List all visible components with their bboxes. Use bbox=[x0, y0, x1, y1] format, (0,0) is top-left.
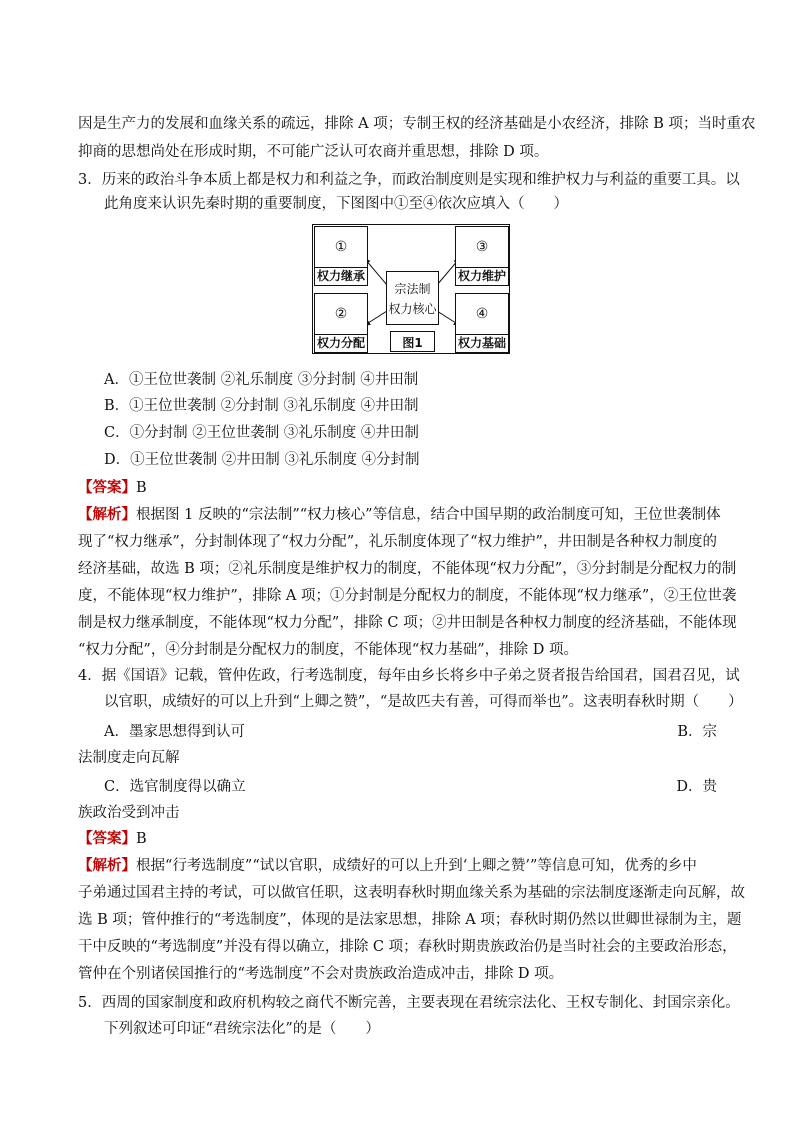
q3-analysis-line-3: 经济基础，故选 B 项；②礼乐制度是维护权力的制度，不能体现“权力分配”，③分封制是分配权力的制 bbox=[78, 561, 737, 577]
q5-stem-line-1: 5．西周的国家制度和政府机构较之商代不断完善，主要表现在君统宗法化、王权专制化、封国宗亲化。 bbox=[78, 995, 740, 1011]
box-2-number: ② bbox=[334, 306, 348, 322]
q4-option-a: A．墨家思想得到认可 bbox=[104, 724, 245, 740]
diagram-box-3 bbox=[455, 226, 509, 286]
answer-value: B bbox=[136, 831, 147, 847]
q4-option-d-head: D．贵 bbox=[676, 779, 717, 795]
analysis-tag: 【解析】 bbox=[78, 857, 136, 874]
analysis-text: 根据“行考选制度”“试以官职，成绩好的可以上升到‘上卿之赞’”等信息可知，优秀的乡中 bbox=[136, 858, 697, 874]
center-top-text: 宗法制 bbox=[394, 282, 431, 296]
q3-analysis-line-1 bbox=[78, 505, 721, 525]
q3-analysis-line-5: 制是权力继承制度，不能体现“权力分配”，排除 C 项；②井田制是各种权力制度的经济基础，不能体现 bbox=[78, 615, 737, 631]
q4-analysis-line-5: 管仲在个别诸侯国推行的“考选制度”不会对贵族政治造成冲击，排除 D 项。 bbox=[78, 966, 564, 982]
q5-stem-line-2: 下列叙述可印证“君统宗法化”的是（ ） bbox=[104, 1021, 380, 1037]
box-4-number: ④ bbox=[475, 306, 489, 322]
diagram-box-1 bbox=[314, 226, 368, 286]
answer-tag: 【答案】 bbox=[78, 479, 136, 496]
q4-option-d-tail: 族政治受到冲击 bbox=[78, 805, 180, 821]
q3-analysis-line-2: 现了“权力继承”，分封制体现了“权力分配”，礼乐制度体现了“权力维护”，井田制是各种权力制度的 bbox=[78, 534, 717, 550]
answer-tag: 【答案】 bbox=[78, 830, 136, 847]
q4-analysis-line-1 bbox=[78, 856, 697, 876]
center-bottom-text: 权力核心 bbox=[388, 302, 437, 316]
q4-analysis-line-4: 干中反映的“考选制度”并没有得以确立，排除 C 项；春秋时期贵族政治仍是当时社会的主要政治形态， bbox=[78, 939, 737, 955]
q4-option-b-tail: 法制度走向瓦解 bbox=[78, 750, 180, 766]
box-1-number: ① bbox=[334, 239, 348, 255]
intro-line-1: 因是生产力的发展和血缘关系的疏远，排除 A 项；专制王权的经济基础是小农经济，排除 B 项；当时重农 bbox=[78, 116, 756, 132]
q3-stem-line-1: 3．历来的政治斗争本质上都是权力和利益之争，而政治制度则是实现和维护权力与利益的重要工具。以 bbox=[78, 172, 740, 188]
q4-option-b-head: B．宗 bbox=[677, 724, 717, 740]
q4-analysis-line-3: 选 B 项；管仲推行的“考选制度”，体现的是法家思想，排除 A 项；春秋时期仍然以世卿世禄制为主，题 bbox=[78, 912, 742, 928]
q3-diagram bbox=[312, 224, 510, 354]
q3-answer bbox=[78, 478, 147, 498]
q4-analysis-line-2: 子弟通过国君主持的考试，可以做官任职，这表明春秋时期血缘关系为基础的宗法制度逐渐走向瓦解，故 bbox=[78, 885, 745, 901]
q3-stem-line-2: 此角度来认识先秦时期的重要制度，下图图中①至④依次应填入（ ） bbox=[104, 196, 568, 212]
box-1-label: 权力继承 bbox=[316, 269, 365, 283]
q3-option-c: C．①分封制 ②王位世袭制 ③礼乐制度 ④井田制 bbox=[104, 425, 419, 441]
diagram-box-4 bbox=[455, 293, 509, 353]
box-3-number: ③ bbox=[475, 239, 489, 255]
diagram-box-2 bbox=[314, 293, 368, 353]
box-3-label: 权力维护 bbox=[457, 269, 506, 283]
q3-option-d: D．①王位世袭制 ②井田制 ③礼乐制度 ④分封制 bbox=[104, 452, 420, 468]
box-4-label: 权力基础 bbox=[457, 336, 506, 350]
answer-value: B bbox=[136, 480, 147, 496]
box-2-label: 权力分配 bbox=[316, 336, 365, 350]
analysis-text: 根据图 1 反映的“宗法制”“权力核心”等信息，结合中国早期的政治制度可知，王位世袭制体 bbox=[136, 507, 721, 523]
diagram-caption: 图1 bbox=[402, 336, 423, 350]
analysis-tag: 【解析】 bbox=[78, 506, 136, 523]
q3-option-a: A．①王位世袭制 ②礼乐制度 ③分封制 ④井田制 bbox=[104, 372, 419, 388]
q4-stem-line-1: 4．据《国语》记载，管仲佐政，行考选制度，每年由乡长将乡中子弟之贤者报告给国君，国君召见，试 bbox=[78, 668, 740, 684]
q3-analysis-line-6: “权力分配”，④分封制是分配权力的制度，不能体现“权力基础”，排除 D 项。 bbox=[78, 642, 578, 658]
q4-answer bbox=[78, 829, 147, 849]
q4-stem-line-2: 以官职，成绩好的可以上升到“上卿之赞”，“是故匹夫有善，可得而举也”。这表明春秋时期（ ） bbox=[104, 694, 743, 710]
intro-line-2: 抑商的思想尚处在形成时期，不可能广泛认可农商并重思想，排除 D 项。 bbox=[78, 144, 549, 160]
diagram-caption-box bbox=[390, 331, 435, 352]
q4-option-c: C．选官制度得以确立 bbox=[104, 779, 246, 795]
q3-analysis-line-4: 度，不能体现“权力维护”，排除 A 项；①分封制是分配权力的制度，不能体现“权力继承”，②王位世袭 bbox=[78, 588, 737, 604]
diagram-center-box bbox=[386, 271, 439, 325]
q3-option-b: B．①王位世袭制 ②分封制 ③礼乐制度 ④井田制 bbox=[104, 398, 419, 414]
